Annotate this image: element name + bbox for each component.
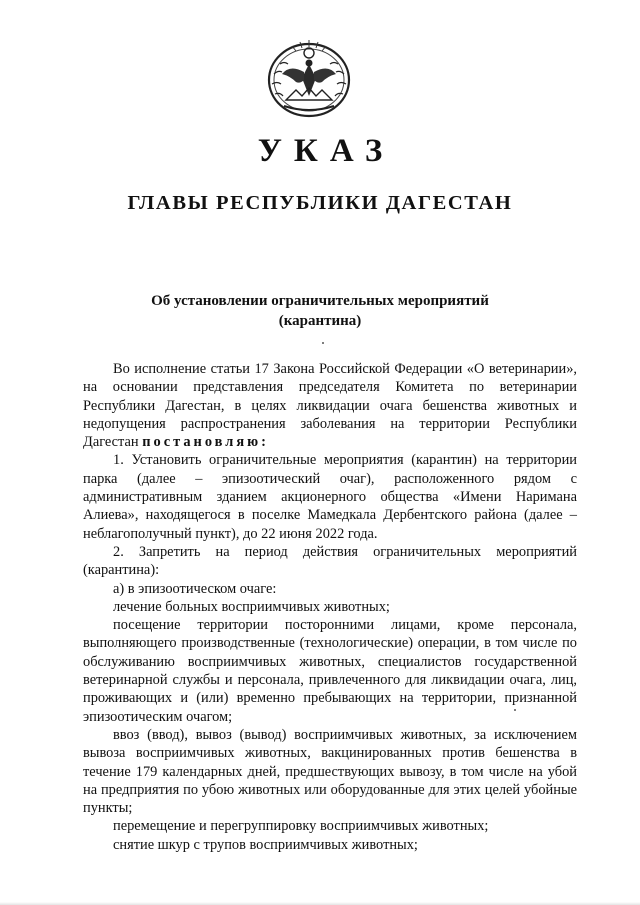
item-2a-import-export: ввоз (ввод), вывоз (вывод) восприимчивых животных, за исключением вывоза восприимчивых животных, вакцинированных против бешенства в течение 179 календарных дней, предшествующих вывозу, в том числе на убой на предприятия по убою животных или оборудованные для этих целей убойные пункты; xyxy=(83,726,577,817)
subject-line-1: Об установлении ограничительных мероприятий xyxy=(151,293,489,309)
document-body xyxy=(83,360,577,854)
item-2a-visiting: посещение территории посторонними лицами, кроме персонала, выполняющего производственные (технологические) операции, в том числе по обслуживанию восприимчивых животных, специалистов государственной ветеринарной службы и персонала, привлеченного для ликвидации очага, лиц, проживающих и (или) временно пребывающих на территории, признанной эпизоотическим очагом; xyxy=(83,617,577,725)
preamble-paragraph xyxy=(83,360,577,451)
dagestan-coat-of-arms-icon xyxy=(262,34,356,120)
issuing-authority: ГЛАВЫ РЕСПУБЛИКИ ДАГЕСТАН xyxy=(127,192,513,214)
item-2a-skinning: снятие шкур с трупов восприимчивых животных; xyxy=(113,836,418,853)
decree-word: постановляю: xyxy=(142,434,269,451)
preamble-text: Во исполнение статьи 17 Закона Российской Федерации «О ветеринарии», на основании представления председателя Комитета по ветеринарии Республики Дагестан, в целях ликвидации очага бешенства животных и недопущения распространения заболевания на территории Республики Дагестан xyxy=(83,361,577,451)
item-2a-paragraph: а) в эпизоотическом очаге: xyxy=(113,580,277,597)
item-2a-treatment: лечение больных восприимчивых животных; xyxy=(113,598,390,615)
item-2a-regrouping: перемещение и перегруппировку восприимчивых животных; xyxy=(113,818,489,835)
scan-artifact xyxy=(322,342,324,344)
document-subject xyxy=(110,291,530,331)
item-2-paragraph: 2. Запретить на период действия ограничительных мероприятий (карантина): xyxy=(83,543,577,579)
subject-line-2: (карантина) xyxy=(278,313,362,329)
item-1-paragraph: 1. Установить ограничительные мероприятия (карантин) на территории парка (далее – эпизоотический очаг), расположенного рядом с административным зданием акционерного общества «Имени Наримана Алиева», находящегося в поселке Мамедкала Дербентского района (далее – неблагополучный пункт), до 22 июня 2022 года. xyxy=(83,452,577,542)
document-title: УКАЗ xyxy=(257,133,395,169)
